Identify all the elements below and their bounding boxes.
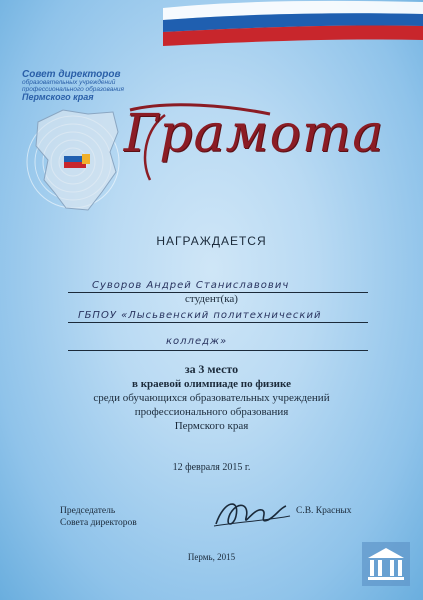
signatory-name: С.В. Красных bbox=[296, 506, 352, 516]
council-line-1: Совет директоров bbox=[22, 69, 121, 80]
awarded-label: НАГРАЖДАЕТСЯ bbox=[156, 234, 267, 248]
award-place: 3 место bbox=[198, 362, 239, 376]
award-line-4: профессионального образования bbox=[134, 406, 289, 418]
institution-line-2: колледж» bbox=[166, 336, 228, 347]
signatory-title-line-2: Совета директоров bbox=[60, 518, 137, 528]
award-place-line bbox=[0, 362, 423, 377]
council-heading bbox=[22, 70, 132, 102]
award-date: 12 февраля 2015 г. bbox=[172, 462, 251, 473]
signature-icon bbox=[210, 494, 292, 534]
certificate-title: Грамота bbox=[123, 104, 385, 164]
signatory-title-line-1: Председатель bbox=[60, 506, 116, 516]
council-line-4: Пермского края bbox=[22, 92, 94, 102]
award-line-5: Пермского края bbox=[174, 420, 249, 432]
flag-ribbon bbox=[163, 0, 423, 46]
institution-line-1: ГБПОУ «Лысьвенский политехнический bbox=[78, 310, 322, 321]
award-event: в краевой олимпиаде по физике bbox=[132, 378, 291, 390]
council-line-3: профессионального образования bbox=[22, 85, 124, 93]
award-block bbox=[0, 362, 423, 433]
recipient-name: Суворов Андрей Станиславович bbox=[92, 280, 290, 291]
city-year: Пермь, 2015 bbox=[187, 552, 236, 562]
institution-underline-1 bbox=[68, 322, 368, 323]
institution-underline-2 bbox=[68, 350, 368, 351]
college-logo-icon bbox=[362, 542, 410, 586]
award-prefix: за bbox=[184, 362, 196, 376]
council-line-2: образовательных учреждений bbox=[22, 79, 116, 86]
signatory-title bbox=[60, 505, 137, 529]
award-line-3: среди обучающихся образовательных учреждений bbox=[93, 392, 330, 404]
role-caption: студент(ка) bbox=[185, 293, 238, 305]
